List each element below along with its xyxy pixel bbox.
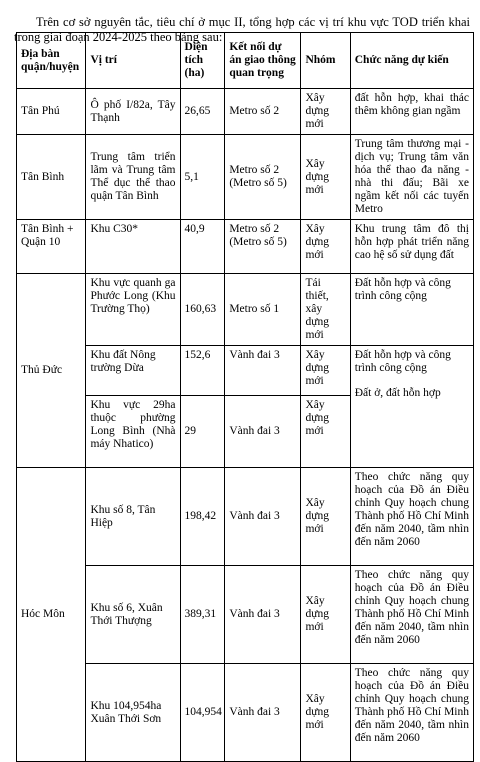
cell-function: Trung tâm thương mại - dịch vụ; Trung tâm văn hóa thể thao đa năng - nhà thi đấu; Bãi xe ngầm kết nối các tuyến Metro — [350, 135, 473, 220]
cell-district: Hóc Môn — [17, 468, 86, 762]
cell-function: Đất ở, đất hỗn hợp — [354, 387, 441, 399]
tod-table — [16, 32, 474, 762]
cell-area: 104,954 — [180, 664, 225, 762]
table-row — [17, 220, 474, 274]
cell-function: Đất hỗn hợp và công trình công cộng — [354, 349, 451, 374]
cell-location: Khu vực 29ha thuộc phường Long Bình (Nhà máy Nhatico) — [86, 396, 180, 468]
cell-group: Xây dựng mới — [301, 396, 350, 468]
cell-group: Xây dựng mới — [301, 135, 350, 220]
cell-area: 5,1 — [180, 135, 225, 220]
cell-connection: Metro số 2 — [225, 89, 301, 135]
table-row — [17, 566, 474, 664]
header-row — [17, 33, 474, 89]
cell-location: Trung tâm triển lãm và Trung tâm Thể dục thể thao quận Tân Bình — [86, 135, 180, 220]
table-row — [17, 346, 474, 396]
cell-group: Xây dựng mới — [301, 89, 350, 135]
cell-group: Tái thiết, xây dựng mới — [301, 274, 350, 346]
cell-location: Khu C30* — [86, 220, 180, 274]
cell-connection: Vành đai 3 — [225, 468, 301, 566]
cell-area: 29 — [180, 396, 225, 468]
cell-connection: Vành đai 3 — [225, 566, 301, 664]
cell-group: Xây dựng mới — [301, 566, 350, 664]
header-location: Vị trí — [86, 33, 180, 89]
cell-connection: Vành đai 3 — [225, 664, 301, 762]
cell-location: Khu 104,954ha Xuân Thới Sơn — [86, 664, 180, 762]
cell-location: Khu vực quanh ga Phước Long (Khu Trường Thọ) — [86, 274, 180, 346]
cell-location: Khu đất Nông trường Dừa — [86, 346, 180, 396]
header-area: Diện tích (ha) — [180, 33, 225, 89]
header-group: Nhóm — [301, 33, 350, 89]
cell-connection: Metro số 2 (Metro số 5) — [225, 135, 301, 220]
cell-area: 26,65 — [180, 89, 225, 135]
table-row — [17, 135, 474, 220]
table-row — [17, 664, 474, 762]
cell-function: Theo chức năng quy hoạch của Đồ án Điều chỉnh Quy hoạch chung Thành phố Hồ Chí Minh đến năm 2040, tầm nhìn đến năm 2060 — [350, 664, 473, 762]
cell-connection: Vành đai 3 — [225, 396, 301, 468]
table-row — [17, 89, 474, 135]
cell-function: Khu trung tâm đô thị hỗn hợp phát triển năng cao hệ số sử dụng đất — [350, 220, 473, 274]
cell-area: 198,42 — [180, 468, 225, 566]
cell-group: Xây dựng mới — [301, 220, 350, 274]
cell-area: 389,31 — [180, 566, 225, 664]
cell-connection: Metro số 2 (Metro số 5) — [225, 220, 301, 274]
table-row — [17, 274, 474, 346]
cell-area: 160,63 — [180, 274, 225, 346]
cell-district: Tân Phú — [17, 89, 86, 135]
cell-group: Xây dựng mới — [301, 346, 350, 396]
cell-district: Thủ Đức — [17, 274, 86, 468]
intro-paragraph: Trên cơ sở nguyên tắc, tiêu chí ở mục II, tổng hợp các vị trí khu vực TOD triển khai trong giai đoạn 2024-2025 theo bảng sau: — [14, 14, 470, 44]
cell-connection: Vành đai 3 — [225, 346, 301, 396]
cell-function: Theo chức năng quy hoạch của Đồ án Điều chỉnh Quy hoạch chung Thành phố Hồ Chí Minh đến năm 2040, tầm nhìn đến năm 2060 — [350, 468, 473, 566]
cell-location: Ô phố I/82a, Tây Thạnh — [86, 89, 180, 135]
cell-area: 40,9 — [180, 220, 225, 274]
cell-function: Theo chức năng quy hoạch của Đồ án Điều chỉnh Quy hoạch chung Thành phố Hồ Chí Minh đến năm 2040, tầm nhìn đến năm 2060 — [350, 566, 473, 664]
cell-district: Tân Bình + Quận 10 — [17, 220, 86, 274]
cell-location: Khu số 6, Xuân Thới Thượng — [86, 566, 180, 664]
header-connection: Kết nối dự án giao thông quan trọng — [225, 33, 301, 89]
header-function: Chức năng dự kiến — [350, 33, 473, 89]
cell-function-merged — [350, 346, 473, 468]
cell-location: Khu số 8, Tân Hiệp — [86, 468, 180, 566]
cell-group: Xây dựng mới — [301, 468, 350, 566]
cell-function: Đất hỗn hợp và công trình công cộng — [350, 274, 473, 346]
cell-group: Xây dựng mới — [301, 664, 350, 762]
table-row — [17, 468, 474, 566]
cell-district: Tân Bình — [17, 135, 86, 220]
cell-function: đất hỗn hợp, khai thác thêm không gian ngầm — [350, 89, 473, 135]
cell-area: 152,6 — [180, 346, 225, 396]
header-district: Địa bàn quận/huyện — [17, 33, 86, 89]
cell-connection: Metro số 1 — [225, 274, 301, 346]
